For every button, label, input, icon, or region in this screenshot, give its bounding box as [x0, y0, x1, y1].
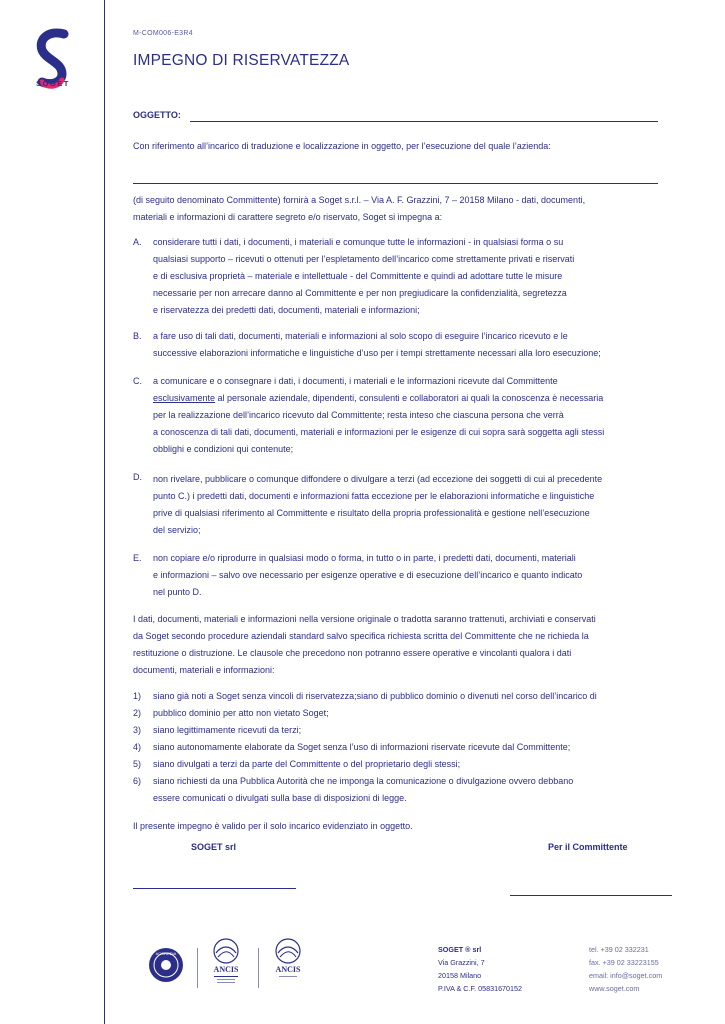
item-d-line-2: punto C.) i predetti dati, documenti e informazioni fatta eccezione per le elaborazioni informatiche e linguistiche	[153, 491, 595, 501]
azienda-field-line[interactable]	[133, 183, 658, 184]
numbered-item: siano già noti a Soget senza vincoli di riservatezza;siano di pubblico dominio o divenuti nel corso dell’incarico di	[153, 691, 597, 701]
numbered-marker: 4)	[133, 742, 142, 752]
ancis-certification-icon	[208, 937, 244, 985]
numbered-item: siano divulgati a terzi da parte del Committente o del proprietario degli stessi;	[153, 759, 461, 769]
item-marker: C.	[133, 376, 142, 386]
item-b-line-2: successive elaborazioni informatiche e linguistiche d’uso per i tempi strettamente necessari alla loro esecuzione;	[153, 348, 601, 358]
footer-company: SOGET ® srl	[438, 945, 482, 954]
numbered-item: siano legittimamente ricevuti da terzi;	[153, 725, 302, 735]
item-marker: B.	[133, 331, 142, 341]
footer-fax: fax. +39 02 33223155	[589, 958, 659, 967]
item-c-line-2-rest: al personale aziendale, dipendenti, consulenti e collaboratori ai quali la conoscenza è necessaria	[215, 393, 604, 403]
item-a-line-2: qualsiasi supporto – ricevuti o ottenuti per l’espletamento dell’incarico come strettamente privati e riservati	[153, 254, 575, 264]
accredia-label: ACCREDIA	[155, 951, 177, 956]
item-c-line-5: obblighi e condizioni qui contenute;	[153, 444, 294, 454]
item-b-line-1: a fare uso di tali dati, documenti, materiali e informazioni al solo scopo di eseguire l’incarico ricevuto e le	[153, 331, 568, 341]
document-code: M-COM006-E3R4	[133, 30, 193, 37]
footer-website-link[interactable]: www.soget.com	[589, 984, 640, 993]
intro-text: Con riferimento all’incarico di traduzione e localizzazione in oggetto, per l’esecuzione del quale l’azienda:	[133, 141, 551, 151]
signature-label-soget: SOGET srl	[191, 842, 237, 852]
item-a-line-5: e riservatezza dei predetti dati, documenti, materiali e informazioni;	[153, 305, 420, 315]
ancis-certification-icon	[270, 937, 306, 981]
footer-phone: tel. +39 02 332231	[589, 945, 649, 954]
item-e-line-1: non copiare e/o riprodurre in qualsiasi modo o forma, in tutto o in parte, i predetti dati, documenti, materiali	[153, 553, 576, 563]
item-c-line-3: per la realizzazione dell’incarico ricevuto dal Committente; resta inteso che ciascuna persona che verrà	[153, 410, 564, 420]
footer-address-line: Via Grazzini, 7	[438, 958, 485, 967]
footer-contacts	[589, 943, 662, 995]
para1-line-1: (di seguito denominato Committente) fornirà a Soget s.r.l. – Via A. F. Grazzini, 7 – 20158 Milano - dati, documenti,	[133, 195, 586, 205]
item-d-line-4: del servizio;	[153, 525, 201, 535]
signature-label-committente: Per il Committente	[548, 842, 628, 852]
item-d-line-3: prive di qualsiasi riferimento al Committente e risultato della propria professionalità e gestione nell’esecuzione	[153, 508, 590, 518]
para2-line-4: documenti, materiali e informazioni:	[133, 665, 275, 675]
closing-text: Il presente impegno è valido per il solo incarico evidenziato in oggetto.	[133, 821, 413, 831]
numbered-item-continuation: essere comunicati o divulgati sulla base di disposizioni di legge.	[153, 793, 407, 803]
margin-rule	[104, 0, 105, 1024]
item-a-line-3: e di esclusiva proprietà – materiale e intellettuale - del Committente e quindi ad adottare tutte le misure	[153, 271, 563, 281]
numbered-item: siano autonomamente elaborate da Soget senza l’uso di informazioni riservate ricevute dal Committente;	[153, 742, 571, 752]
emphasis-underlined: esclusivamente	[153, 393, 216, 403]
numbered-marker: 3)	[133, 725, 142, 735]
numbered-item: pubblico dominio per atto non vietato Soget;	[153, 708, 329, 718]
footer-address	[438, 943, 522, 995]
numbered-item: siano richiesti da una Pubblica Autorità che ne imponga la comunicazione o divulgazione ovvero debbano	[153, 776, 574, 786]
item-marker: A.	[133, 237, 142, 247]
item-e-line-2: e informazioni – salvo ove necessario per esigenze operative e di esecuzione dell’incarico e quanto indicato	[153, 570, 583, 580]
item-c-line-1: a comunicare e o consegnare i dati, i documenti, i materiali e le informazioni ricevute dal Committente	[153, 376, 558, 386]
para2-line-3: restituzione o distruzione. Le clausole che precedono non potranno essere operative e vincolanti qualora i dati	[133, 648, 572, 658]
logo-text: SOGET	[36, 79, 70, 88]
oggetto-label: OGGETTO:	[133, 110, 181, 120]
item-c-line-2	[153, 390, 603, 407]
numbered-marker: 1)	[133, 691, 142, 701]
para2-line-2: da Soget secondo procedure aziendali standard salvo specifica richiesta scritta del Committente che ne richieda la	[133, 631, 589, 641]
page-title: IMPEGNO DI RISERVATEZZA	[133, 52, 350, 69]
item-marker: D.	[133, 472, 142, 482]
oggetto-field-line[interactable]	[190, 121, 658, 122]
item-e-line-3: nel punto D.	[153, 587, 202, 597]
accredia-seal-icon	[148, 944, 184, 986]
numbered-marker: 5)	[133, 759, 142, 769]
footer-vat: P.IVA & C.F. 05831670152	[438, 984, 523, 993]
signature-line-soget[interactable]	[133, 888, 296, 889]
ancis-label: ANCIS	[213, 965, 239, 974]
item-a-line-4: necessarie per non arrecare danno al Committente e per non pregiudicare la confidenzialità, segretezza	[153, 288, 567, 298]
footer-divider	[258, 948, 259, 988]
footer-email-link[interactable]: email: info@soget.com	[589, 971, 663, 980]
numbered-marker: 6)	[133, 776, 142, 786]
item-a-line-1: considerare tutti i dati, i documenti, i materiali e comunque tutte le informazioni - in qualsiasi forma o su	[153, 237, 564, 247]
item-marker: E.	[133, 553, 142, 563]
footer-address-line: 20158 Milano	[438, 971, 482, 980]
numbered-marker: 2)	[133, 708, 142, 718]
para2-line-1: I dati, documenti, materiali e informazioni nella versione originale o tradotta saranno trattenuti, archiviati e conservati	[133, 614, 596, 624]
signature-line-committente[interactable]	[510, 895, 672, 896]
item-c-line-4: a conoscenza di tali dati, documenti, materiali e informazioni per le esigenze di cui sopra sarà soggetta agli stessi	[153, 427, 605, 437]
footer-divider	[197, 948, 198, 988]
para1-line-2: materiali e informazioni di carattere segreto e/o riservato, Soget si impegna a:	[133, 212, 443, 222]
item-d-line-1: non rivelare, pubblicare o comunque diffondere o divulgare a terzi (ad eccezione dei soggetti di cui al precedente	[153, 474, 603, 484]
ancis-label: ANCIS	[275, 965, 301, 974]
